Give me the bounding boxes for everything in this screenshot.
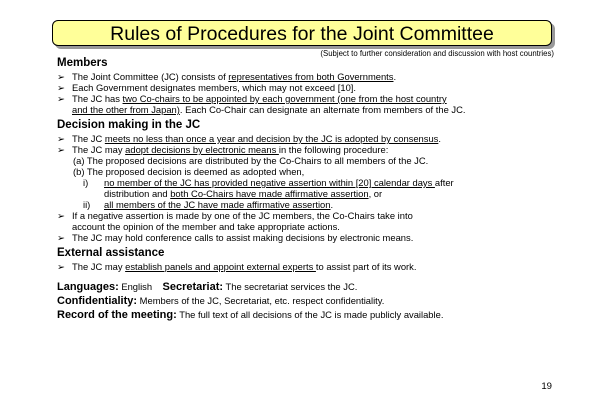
external-bullet-1: ➢ The JC may establish panels and appoint external experts to assist part of its work. xyxy=(57,261,417,272)
arrow-bullet-icon: ➢ xyxy=(57,232,65,243)
secretariat-label: Secretariat: xyxy=(162,281,224,293)
slide-content xyxy=(57,56,567,322)
confidentiality-line: Confidentiality: Members of the JC, Secretariat, etc. respect confidentiality. xyxy=(57,295,385,307)
decision-bullet-2: ➢ The JC may adopt decisions by electronic means in the following procedure: xyxy=(57,144,389,155)
members-bullet-1: ➢ The Joint Committee (JC) consists of representatives from both Governments. xyxy=(57,71,397,82)
arrow-bullet-icon: ➢ xyxy=(57,133,65,144)
arrow-bullet-icon: ➢ xyxy=(57,144,65,155)
decision-item-b: (b) The proposed decision is deemed as adopted when, xyxy=(73,166,305,177)
arrow-bullet-icon: ➢ xyxy=(57,261,65,272)
arrow-bullet-icon: ➢ xyxy=(57,93,65,104)
languages-label: Languages: xyxy=(57,281,119,293)
members-bullet-2: ➢ Each Government designates members, which may not exceed [10]. xyxy=(57,82,356,93)
arrow-bullet-icon: ➢ xyxy=(57,210,65,221)
decision-bullet-3: ➢ If a negative assertion is made by one of the JC members, the Co-Chairs take into account the opinion of the member and take appropriate actions. xyxy=(57,210,413,232)
members-bullet-3: ➢ The JC has two Co-chairs to be appointed by each government (one from the host country and the other from Japan). Each Co-Chair can designate an alternate from members of the JC. xyxy=(57,93,466,115)
slide-title-text: Rules of Procedures for the Joint Committee xyxy=(110,23,494,45)
arrow-bullet-icon: ➢ xyxy=(57,82,65,93)
members-heading: Members xyxy=(57,57,108,69)
decision-bullet-1: ➢ The JC meets no less than once a year and decision by the JC is adopted by consensus. xyxy=(57,133,441,144)
slide-title xyxy=(52,20,552,46)
languages-secretariat-line: Languages: English Secretariat: The secretariat services the JC. xyxy=(57,281,358,293)
subtitle: (Subject to further consideration and discussion with host countries) xyxy=(320,49,554,58)
decision-item-i: i) no member of the JC has provided negative assertion within [20] calendar days after distribution and both Co-Chairs have made affirmative assertion, or xyxy=(83,177,454,199)
decision-heading: Decision making in the JC xyxy=(57,119,201,131)
external-heading: External assistance xyxy=(57,247,165,259)
decision-item-ii: ii) all members of the JC have made affirmative assertion. xyxy=(83,199,334,210)
record-label: Record of the meeting: xyxy=(57,309,177,321)
page-number: 19 xyxy=(541,381,552,392)
record-line: Record of the meeting: The full text of all decisions of the JC is made publicly available. xyxy=(57,309,444,321)
confidentiality-label: Confidentiality: xyxy=(57,295,138,307)
decision-bullet-4: ➢ The JC may hold conference calls to assist making decisions by electronic means. xyxy=(57,232,414,243)
decision-item-a: (a) The proposed decisions are distributed by the Co-Chairs to all members of the JC. xyxy=(73,155,429,166)
arrow-bullet-icon: ➢ xyxy=(57,71,65,82)
